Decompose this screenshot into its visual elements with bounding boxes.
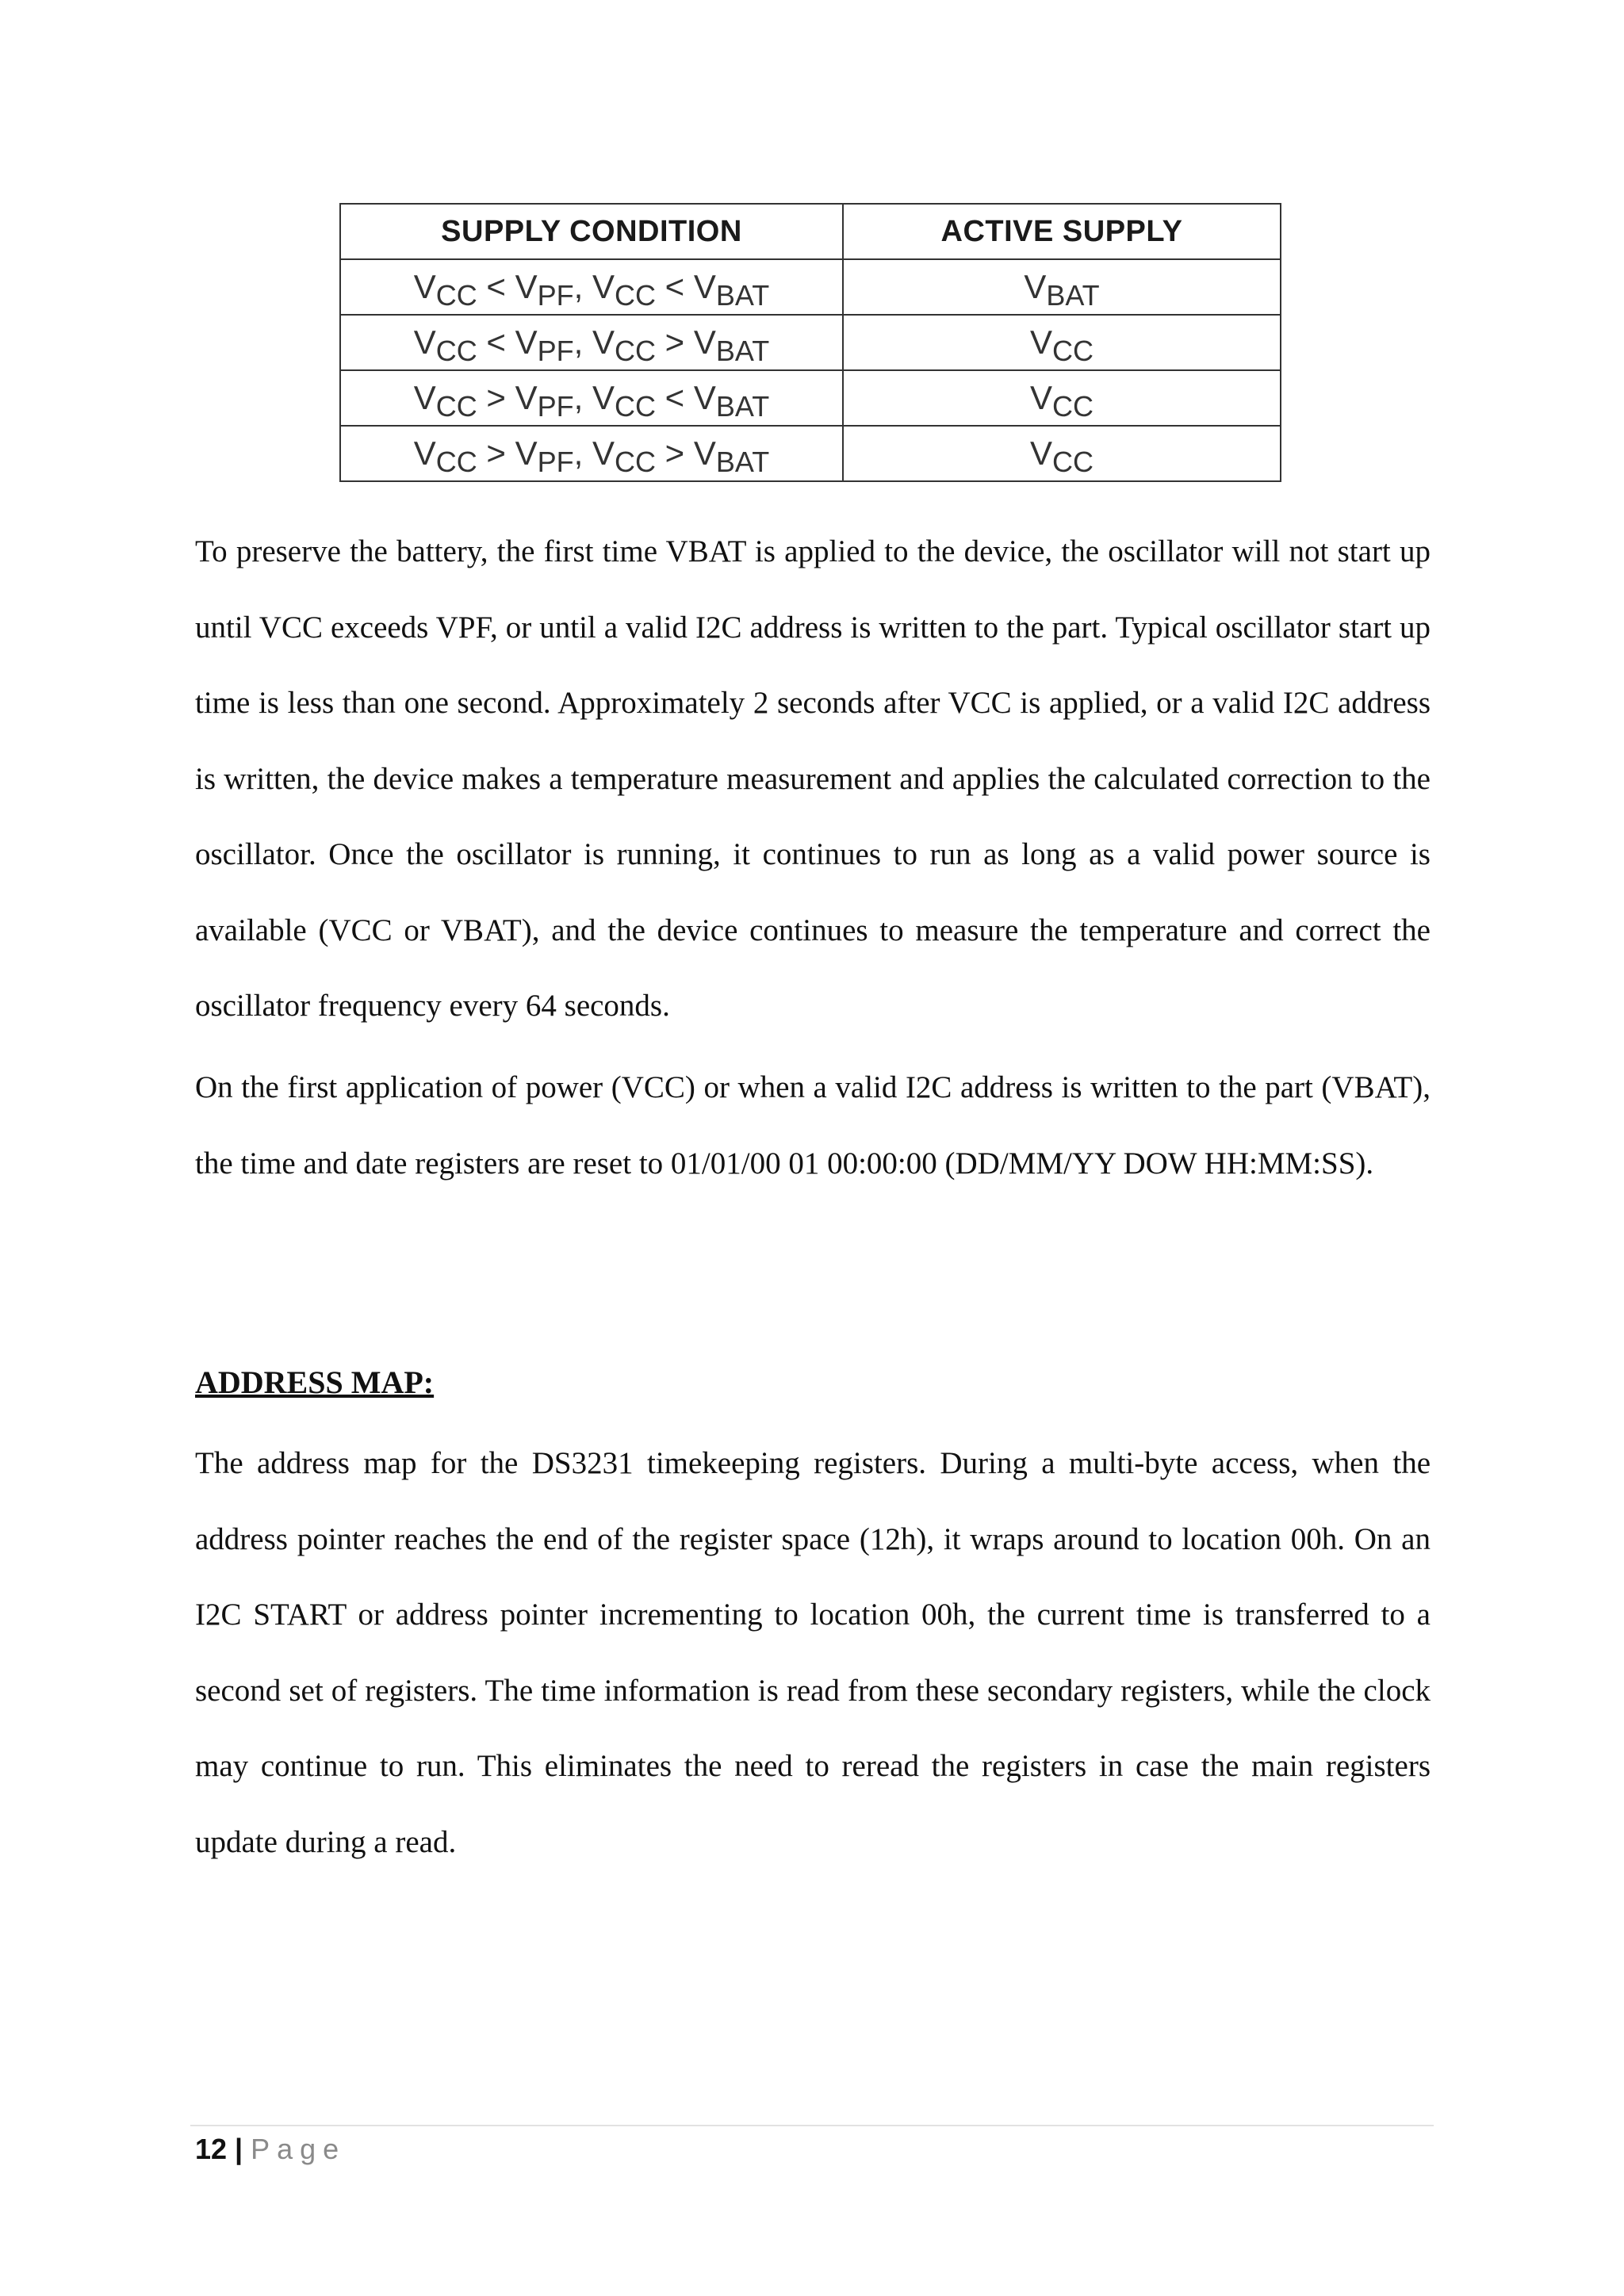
condition-text: V bbox=[515, 323, 538, 361]
supply-condition-cell bbox=[340, 259, 843, 315]
condition-text: , bbox=[573, 434, 592, 472]
supply-voltage: V bbox=[1029, 379, 1052, 416]
table-row bbox=[340, 315, 1281, 370]
voltage-subscript: CC bbox=[615, 279, 657, 312]
active-supply-cell bbox=[843, 370, 1281, 426]
page-number: 12 bbox=[195, 2133, 228, 2165]
active-supply-cell bbox=[843, 259, 1281, 315]
voltage-subscript: CC bbox=[435, 390, 477, 423]
voltage-subscript: PF bbox=[537, 446, 574, 478]
supply-condition-table bbox=[339, 203, 1281, 482]
condition-text: < bbox=[477, 323, 515, 361]
voltage-subscript: BAT bbox=[1046, 279, 1100, 312]
voltage-subscript: PF bbox=[537, 279, 574, 312]
table-row bbox=[340, 259, 1281, 315]
supply-voltage: V bbox=[1029, 434, 1052, 472]
voltage-subscript: CC bbox=[1052, 446, 1094, 478]
voltage-subscript: BAT bbox=[715, 279, 770, 312]
voltage-subscript: CC bbox=[435, 335, 477, 367]
voltage-subscript: CC bbox=[1052, 390, 1094, 423]
condition-text: > bbox=[656, 323, 694, 361]
condition-text: V bbox=[592, 268, 615, 305]
condition-text: V bbox=[592, 434, 615, 472]
voltage-subscript: CC bbox=[615, 446, 657, 478]
condition-text: V bbox=[592, 323, 615, 361]
condition-text: , bbox=[573, 379, 592, 416]
supply-condition-cell bbox=[340, 315, 843, 370]
condition-text: V bbox=[413, 434, 436, 472]
voltage-subscript: BAT bbox=[715, 390, 770, 423]
condition-text: V bbox=[413, 323, 436, 361]
condition-text: V bbox=[693, 379, 716, 416]
condition-text: V bbox=[413, 379, 436, 416]
voltage-subscript: BAT bbox=[715, 446, 770, 478]
voltage-subscript: CC bbox=[435, 279, 477, 312]
condition-text: , bbox=[573, 268, 592, 305]
supply-voltage: V bbox=[1024, 268, 1047, 305]
condition-text: < bbox=[656, 379, 694, 416]
active-supply-cell bbox=[843, 426, 1281, 481]
condition-text: > bbox=[656, 434, 694, 472]
header-supply-condition: SUPPLY CONDITION bbox=[340, 204, 843, 259]
supply-condition-cell bbox=[340, 426, 843, 481]
condition-text: V bbox=[693, 268, 716, 305]
table-row bbox=[340, 426, 1281, 481]
header-active-supply: ACTIVE SUPPLY bbox=[843, 204, 1281, 259]
condition-text: V bbox=[693, 434, 716, 472]
condition-text: V bbox=[592, 379, 615, 416]
voltage-subscript: CC bbox=[1052, 335, 1094, 367]
condition-text: < bbox=[477, 268, 515, 305]
footer-separator: | bbox=[235, 2133, 243, 2165]
active-supply-cell bbox=[843, 315, 1281, 370]
condition-text: , bbox=[573, 323, 592, 361]
address-map-heading: ADDRESS MAP: bbox=[195, 1364, 435, 1400]
condition-text: V bbox=[693, 323, 716, 361]
supply-voltage: V bbox=[1029, 323, 1052, 361]
footer-divider bbox=[190, 2125, 1434, 2126]
condition-text: V bbox=[413, 268, 436, 305]
power-reset-paragraph: On the first application of power (VCC) or when a valid I2C address is written to the part (VBAT), the time and date registers are reset to 01/01/00 01 00:00:00 (DD/MM/YY DOW HH:MM:SS). bbox=[195, 1070, 1431, 1181]
table-row bbox=[340, 370, 1281, 426]
condition-text: > bbox=[477, 379, 515, 416]
condition-text: V bbox=[515, 379, 538, 416]
battery-preservation-paragraph: To preserve the battery, the first time VBAT is applied to the device, the oscillator will not start up until VCC exceeds VPF, or until a valid I2C address is written to the part. Typical oscillator start up time is less than one second. Approximately 2 seconds after VCC is applied, or a valid I2C address is written, the device makes a temperature measurement and applies the calculated correction to the oscillator. Once the oscillator is running, it continues to run as long as a valid power source is available (VCC or VBAT), and the device continues to measure the temperature and correct the oscillator frequency every 64 seconds. bbox=[195, 534, 1431, 1023]
condition-text: < bbox=[656, 268, 694, 305]
table-header-row bbox=[340, 204, 1281, 259]
voltage-subscript: BAT bbox=[715, 335, 770, 367]
address-map-paragraph: The address map for the DS3231 timekeeping registers. During a multi-byte access, when the address pointer reaches the end of the register space (12h), it wraps around to location 00h. On an I2C START or address pointer incrementing to location 00h, the current time is transferred to a second set of registers. The time information is read from these secondary registers, while the clock may continue to run. This eliminates the need to reread the registers in case the main registers update during a read. bbox=[195, 1446, 1431, 1859]
page-footer bbox=[195, 2130, 346, 2169]
condition-text: V bbox=[515, 268, 538, 305]
voltage-subscript: PF bbox=[537, 390, 574, 423]
condition-text: > bbox=[477, 434, 515, 472]
condition-text: V bbox=[515, 434, 538, 472]
voltage-subscript: CC bbox=[615, 390, 657, 423]
voltage-subscript: PF bbox=[537, 335, 574, 367]
supply-condition-cell bbox=[340, 370, 843, 426]
page-label: Page bbox=[251, 2133, 347, 2165]
voltage-subscript: CC bbox=[615, 335, 657, 367]
voltage-subscript: CC bbox=[435, 446, 477, 478]
